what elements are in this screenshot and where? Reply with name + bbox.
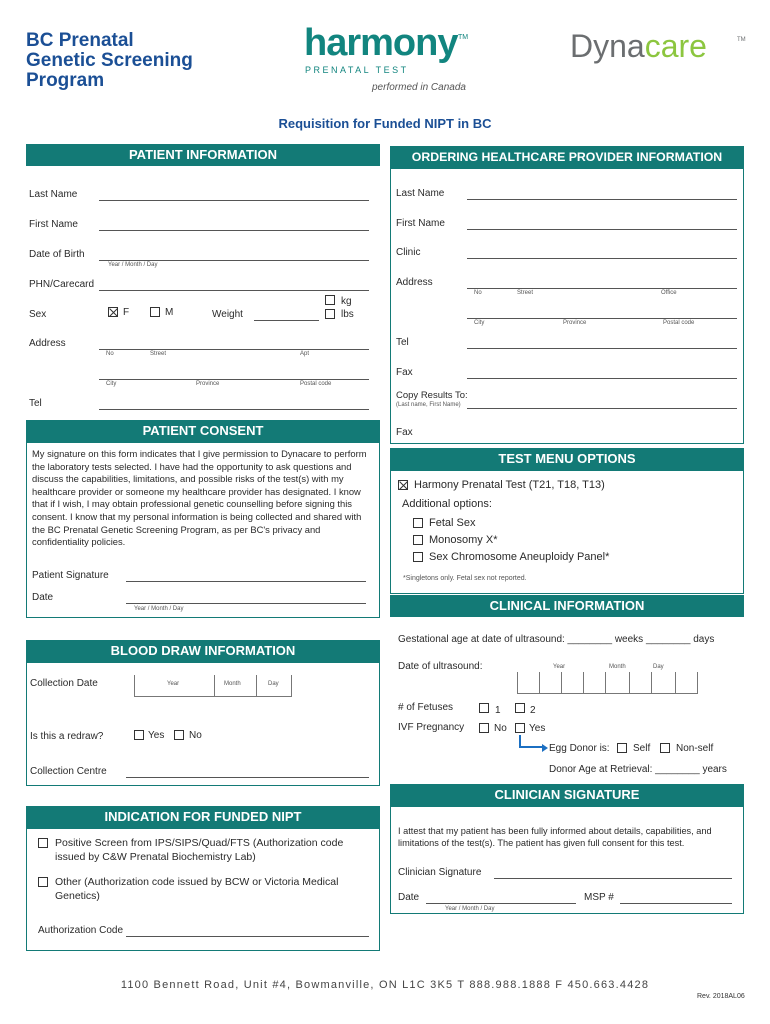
provider-address-label: Address (396, 277, 433, 288)
ivf-yes-label: Yes (529, 723, 546, 734)
other-indication-label: Other (Authorization code issued by BCW or Victoria Medical Genetics) (55, 876, 339, 902)
us-tick (517, 672, 518, 694)
egg-donor-self-checkbox[interactable] (617, 743, 627, 753)
patient-first-name-label: First Name (29, 219, 78, 230)
redraw-yes-label: Yes (148, 730, 165, 741)
provider-last-name-label: Last Name (396, 188, 445, 199)
provider-no-hint: No (474, 290, 482, 296)
sex-m-label: M (165, 307, 174, 318)
program-name-line3: Program (26, 70, 105, 91)
patient-sex-label: Sex (29, 309, 47, 320)
monosomy-label: Monosomy X* (429, 534, 498, 546)
ivf-no-label: No (494, 723, 507, 734)
consent-date-label: Date (32, 592, 54, 603)
provider-clinic-label: Clinic (396, 247, 421, 258)
provider-tel-label: Tel (396, 337, 409, 348)
clinician-signature-field[interactable] (494, 878, 732, 879)
consent-date-field[interactable] (126, 603, 366, 604)
ivf-no-checkbox[interactable] (479, 723, 489, 733)
msp-label: MSP # (584, 892, 614, 903)
patient-last-name-field[interactable] (99, 200, 369, 201)
patient-tel-field[interactable] (99, 409, 369, 410)
clinician-attest-text: I attest that my patient has been fully informed about details, capabilities, and limitations of the test(s). The patient has given full consent for this test. (398, 826, 712, 848)
egg-donor-nonself-checkbox[interactable] (660, 743, 670, 753)
provider-address-line2[interactable] (467, 318, 737, 319)
clinician-box (390, 806, 744, 914)
us-tick (561, 672, 562, 694)
us-tick (697, 672, 698, 694)
provider-postal-hint: Postal code (663, 320, 695, 326)
provider-info-header: ORDERING HEALTHCARE PROVIDER INFORMATION (390, 146, 744, 168)
dynacare-tm: TM (737, 37, 746, 43)
collection-year-hint: Year (167, 681, 180, 687)
egg-donor-arrow (519, 735, 543, 748)
positive-screen-checkbox[interactable] (38, 838, 48, 848)
copy-results-field[interactable] (467, 408, 737, 409)
patient-phn-field[interactable] (99, 290, 369, 291)
dynacare-logo (570, 28, 707, 64)
authorization-code-field[interactable] (126, 936, 369, 937)
cd-tick (256, 675, 257, 697)
patient-address-line1[interactable] (99, 349, 369, 350)
collection-month-hint: Month (224, 681, 241, 687)
harmony-test-label: Harmony Prenatal Test (T21, T18, T13) (414, 479, 605, 491)
provider-first-name-label: First Name (396, 218, 445, 229)
address-postal-hint: Postal code (300, 381, 332, 387)
address-city-hint: City (106, 381, 117, 387)
us-tick (605, 672, 606, 694)
fetuses-1-label: 1 (495, 705, 501, 716)
address-province-hint: Province (196, 381, 220, 387)
weight-label: Weight (212, 309, 243, 320)
us-tick (675, 672, 676, 694)
harmony-test-checkbox[interactable] (398, 480, 408, 490)
program-name-line1: BC Prenatal (26, 30, 134, 51)
collection-day-hint: Day (268, 681, 279, 687)
fetuses-2-label: 2 (530, 705, 536, 716)
positive-screen-label: Positive Screen from IPS/SIPS/Quad/FTS (Authorization code issued by C&W Prenatal Biochemistry Lab) (55, 837, 344, 863)
fetuses-2-checkbox[interactable] (515, 703, 525, 713)
weight-field[interactable] (254, 320, 319, 321)
clinician-date-field[interactable] (426, 903, 576, 904)
provider-office-hint: Office (661, 290, 677, 296)
clinician-signature-label: Clinician Signature (398, 867, 482, 878)
date-of-ultrasound-label: Date of ultrasound: (398, 661, 483, 672)
patient-dob-hint: Year / Month / Day (108, 262, 158, 268)
test-menu-footnote: *Singletons only. Fetal sex not reported. (403, 575, 527, 582)
harmony-subtitle: PRENATAL TEST (305, 65, 409, 75)
other-indication-checkbox[interactable] (38, 877, 48, 887)
program-name-line2: Genetic Screening (26, 50, 193, 71)
cd-tick (214, 675, 215, 697)
sex-m-checkbox[interactable] (150, 307, 160, 317)
provider-first-name-field[interactable] (467, 229, 737, 230)
clinician-date-hint: Year / Month / Day (445, 906, 495, 912)
provider-tel-field[interactable] (467, 348, 737, 349)
weight-lbs-checkbox[interactable] (325, 309, 335, 319)
patient-signature-label: Patient Signature (32, 570, 109, 581)
arrow-head-icon (542, 744, 548, 752)
fetal-sex-label: Fetal Sex (429, 517, 476, 529)
egg-donor-self-label: Self (633, 743, 651, 754)
patient-dob-field[interactable] (99, 260, 369, 261)
us-year-hint: Year (553, 664, 566, 670)
provider-street-hint: Street (517, 290, 534, 296)
egg-donor-nonself-label: Non-self (676, 743, 714, 754)
address-apt-hint: Apt (300, 351, 310, 357)
sca-panel-label: Sex Chromosome Aneuploidy Panel* (429, 551, 610, 563)
harmony-tm: TM (458, 34, 469, 41)
redraw-no-label: No (189, 730, 202, 741)
provider-city-hint: City (474, 320, 485, 326)
redraw-yes-checkbox[interactable] (134, 730, 144, 740)
patient-phn-label: PHN/Carecard (29, 279, 95, 290)
copy-results-label: Copy Results To: (396, 390, 468, 401)
copy-results-hint: (Last name, First Name) (396, 402, 461, 408)
fetal-sex-checkbox[interactable] (413, 518, 423, 528)
harmony-logo: harmony (304, 22, 458, 64)
ivf-yes-checkbox[interactable] (515, 723, 525, 733)
cd-tick (134, 675, 135, 697)
clinician-header: CLINICIAN SIGNATURE (390, 784, 744, 806)
provider-fax-field[interactable] (467, 378, 737, 379)
consent-header: PATIENT CONSENT (26, 420, 380, 442)
provider-last-name-field[interactable] (467, 199, 737, 200)
us-month-hint: Month (609, 664, 626, 670)
us-tick (629, 672, 630, 694)
address-no-hint: No (106, 351, 114, 357)
provider-clinic-field[interactable] (467, 258, 737, 259)
provider-province-hint: Province (563, 320, 587, 326)
redraw-no-checkbox[interactable] (174, 730, 184, 740)
fetuses-label: # of Fetuses (398, 702, 454, 713)
sex-f-label: F (123, 307, 130, 318)
copy-fax-label: Fax (396, 427, 413, 438)
gestational-age-label: Gestational age at date of ultrasound: ________ weeks ________ days (398, 634, 715, 645)
revision-number: Rev. 2018AL06 (697, 993, 745, 1000)
weight-kg-label: kg (341, 296, 352, 307)
us-tick (539, 672, 540, 694)
provider-address-line1[interactable] (467, 288, 737, 289)
collection-date-label: Collection Date (30, 678, 98, 689)
patient-dob-label: Date of Birth (29, 249, 85, 260)
sca-panel-checkbox[interactable] (413, 552, 423, 562)
fetuses-1-checkbox[interactable] (479, 703, 489, 713)
provider-fax-label: Fax (396, 367, 413, 378)
us-tick (651, 672, 652, 694)
donor-age-label: Donor Age at Retrieval: ________ years (549, 764, 727, 775)
msp-field[interactable] (620, 903, 732, 904)
authorization-code-label: Authorization Code (38, 925, 124, 936)
us-tick (583, 672, 584, 694)
form-title: Requisition for Funded NIPT in BC (278, 116, 492, 131)
patient-info-header: PATIENT INFORMATION (26, 144, 380, 166)
monosomy-checkbox[interactable] (413, 535, 423, 545)
collection-date-boxes[interactable] (134, 675, 292, 697)
consent-text: My signature on this form indicates that I give permission to Dynacare to perform the laboratory tests selected. I have had the opportunity to ask questions and discuss the capabilities, limitations, and possible risks of the test(s) with my healthcare provider or someone my healthcare provider has designated. I know that if I wish, I may obtain professional genetic counselling before signing this consent. I know that my personal information is being collected and shared with the BC Prenatal Genetic Screening Program, as per BC's privacy and confidentiality policies. (32, 448, 367, 548)
patient-address-line2[interactable] (99, 379, 369, 380)
dynacare-dyna: Dyna (570, 28, 645, 64)
dynacare-care: care (644, 28, 707, 64)
ultrasound-date-boxes[interactable] (517, 672, 698, 694)
patient-signature-field[interactable] (126, 581, 366, 582)
cd-tick (291, 675, 292, 697)
address-street-hint: Street (150, 351, 167, 357)
additional-options-label: Additional options: (402, 498, 492, 510)
collection-centre-label: Collection Centre (30, 766, 107, 777)
sex-f-checkbox[interactable] (108, 307, 118, 317)
clinician-date-label: Date (398, 892, 420, 903)
ivf-label: IVF Pregnancy (398, 722, 465, 733)
performed-in-canada: performed in Canada (372, 82, 466, 93)
footer-address: 1100 Bennett Road, Unit #4, Bowmanville, ON L1C 3K5 T 888.988.1888 F 450.663.4428 (120, 979, 650, 991)
weight-kg-checkbox[interactable] (325, 295, 335, 305)
patient-address-label: Address (29, 338, 66, 349)
patient-first-name-field[interactable] (99, 230, 369, 231)
patient-last-name-label: Last Name (29, 189, 78, 200)
egg-donor-label: Egg Donor is: (549, 743, 610, 754)
indication-header: INDICATION FOR FUNDED NIPT (26, 806, 380, 828)
weight-lbs-label: lbs (341, 309, 354, 320)
test-menu-header: TEST MENU OPTIONS (390, 448, 744, 470)
redraw-label: Is this a redraw? (30, 731, 104, 742)
us-day-hint: Day (653, 664, 664, 670)
collection-centre-field[interactable] (126, 777, 369, 778)
blood-draw-header: BLOOD DRAW INFORMATION (26, 640, 380, 662)
clinical-info-header: CLINICAL INFORMATION (390, 595, 744, 617)
consent-date-hint: Year / Month / Day (134, 606, 184, 612)
patient-tel-label: Tel (29, 398, 42, 409)
